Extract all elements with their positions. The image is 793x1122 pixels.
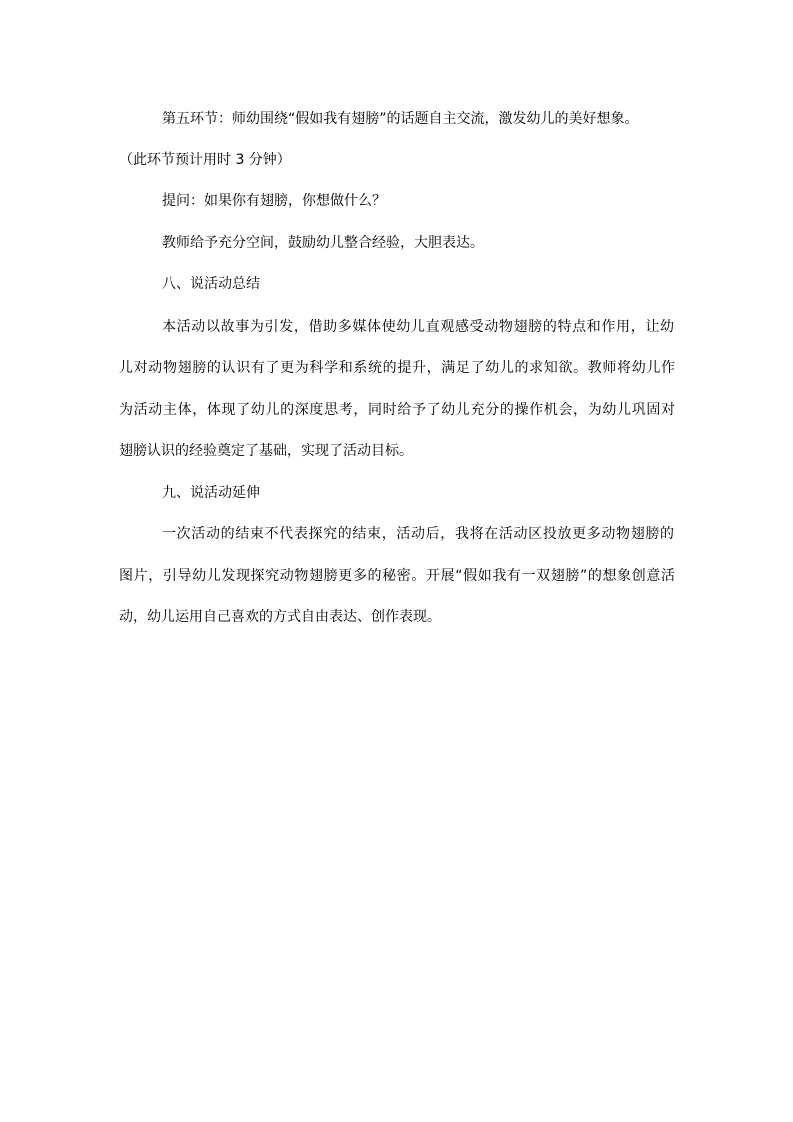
summary-line: 儿对动物翅膀的认识有了更为科学和系统的提升，满足了幼儿的求知欲。教师将幼儿作 [119, 360, 675, 376]
section5-teacher-note: 教师给予充分空间，鼓励幼儿整合经验，大胆表达。 [162, 235, 484, 251]
extension-heading: 九、说活动延伸 [162, 485, 260, 501]
summary-line: 翅膀认识的经验奠定了基础，实现了活动目标。 [119, 443, 413, 459]
section5-heading: 第五环节：师幼围绕“假如我有翅膀”的话题自主交流，激发幼儿的美好想象。 [162, 111, 639, 127]
extension-line: 一次活动的结束不代表探究的结束，活动后，我将在活动区投放更多动物翅膀的 [162, 526, 674, 542]
summary-line: 为活动主体，体现了幼儿的深度思考，同时给予了幼儿充分的操作机会，为幼儿巩固对 [119, 402, 675, 418]
extension-line: 动，幼儿运用自己喜欢的方式自由表达、创作表现。 [119, 609, 441, 625]
summary-line: 本活动以故事为引发，借助多媒体使幼儿直观感受动物翅膀的特点和作用，让幼 [162, 319, 674, 335]
extension-line: 图片，引导幼儿发现探究动物翅膀更多的秘密。开展“假如我有一双翅膀”的想象创意活 [119, 568, 675, 584]
section5-time-note: （此环节预计用时 3 分钟） [119, 152, 291, 168]
summary-heading: 八、说活动总结 [162, 276, 260, 292]
section5-question: 提问：如果你有翅膀，你想做什么？ [162, 193, 386, 209]
